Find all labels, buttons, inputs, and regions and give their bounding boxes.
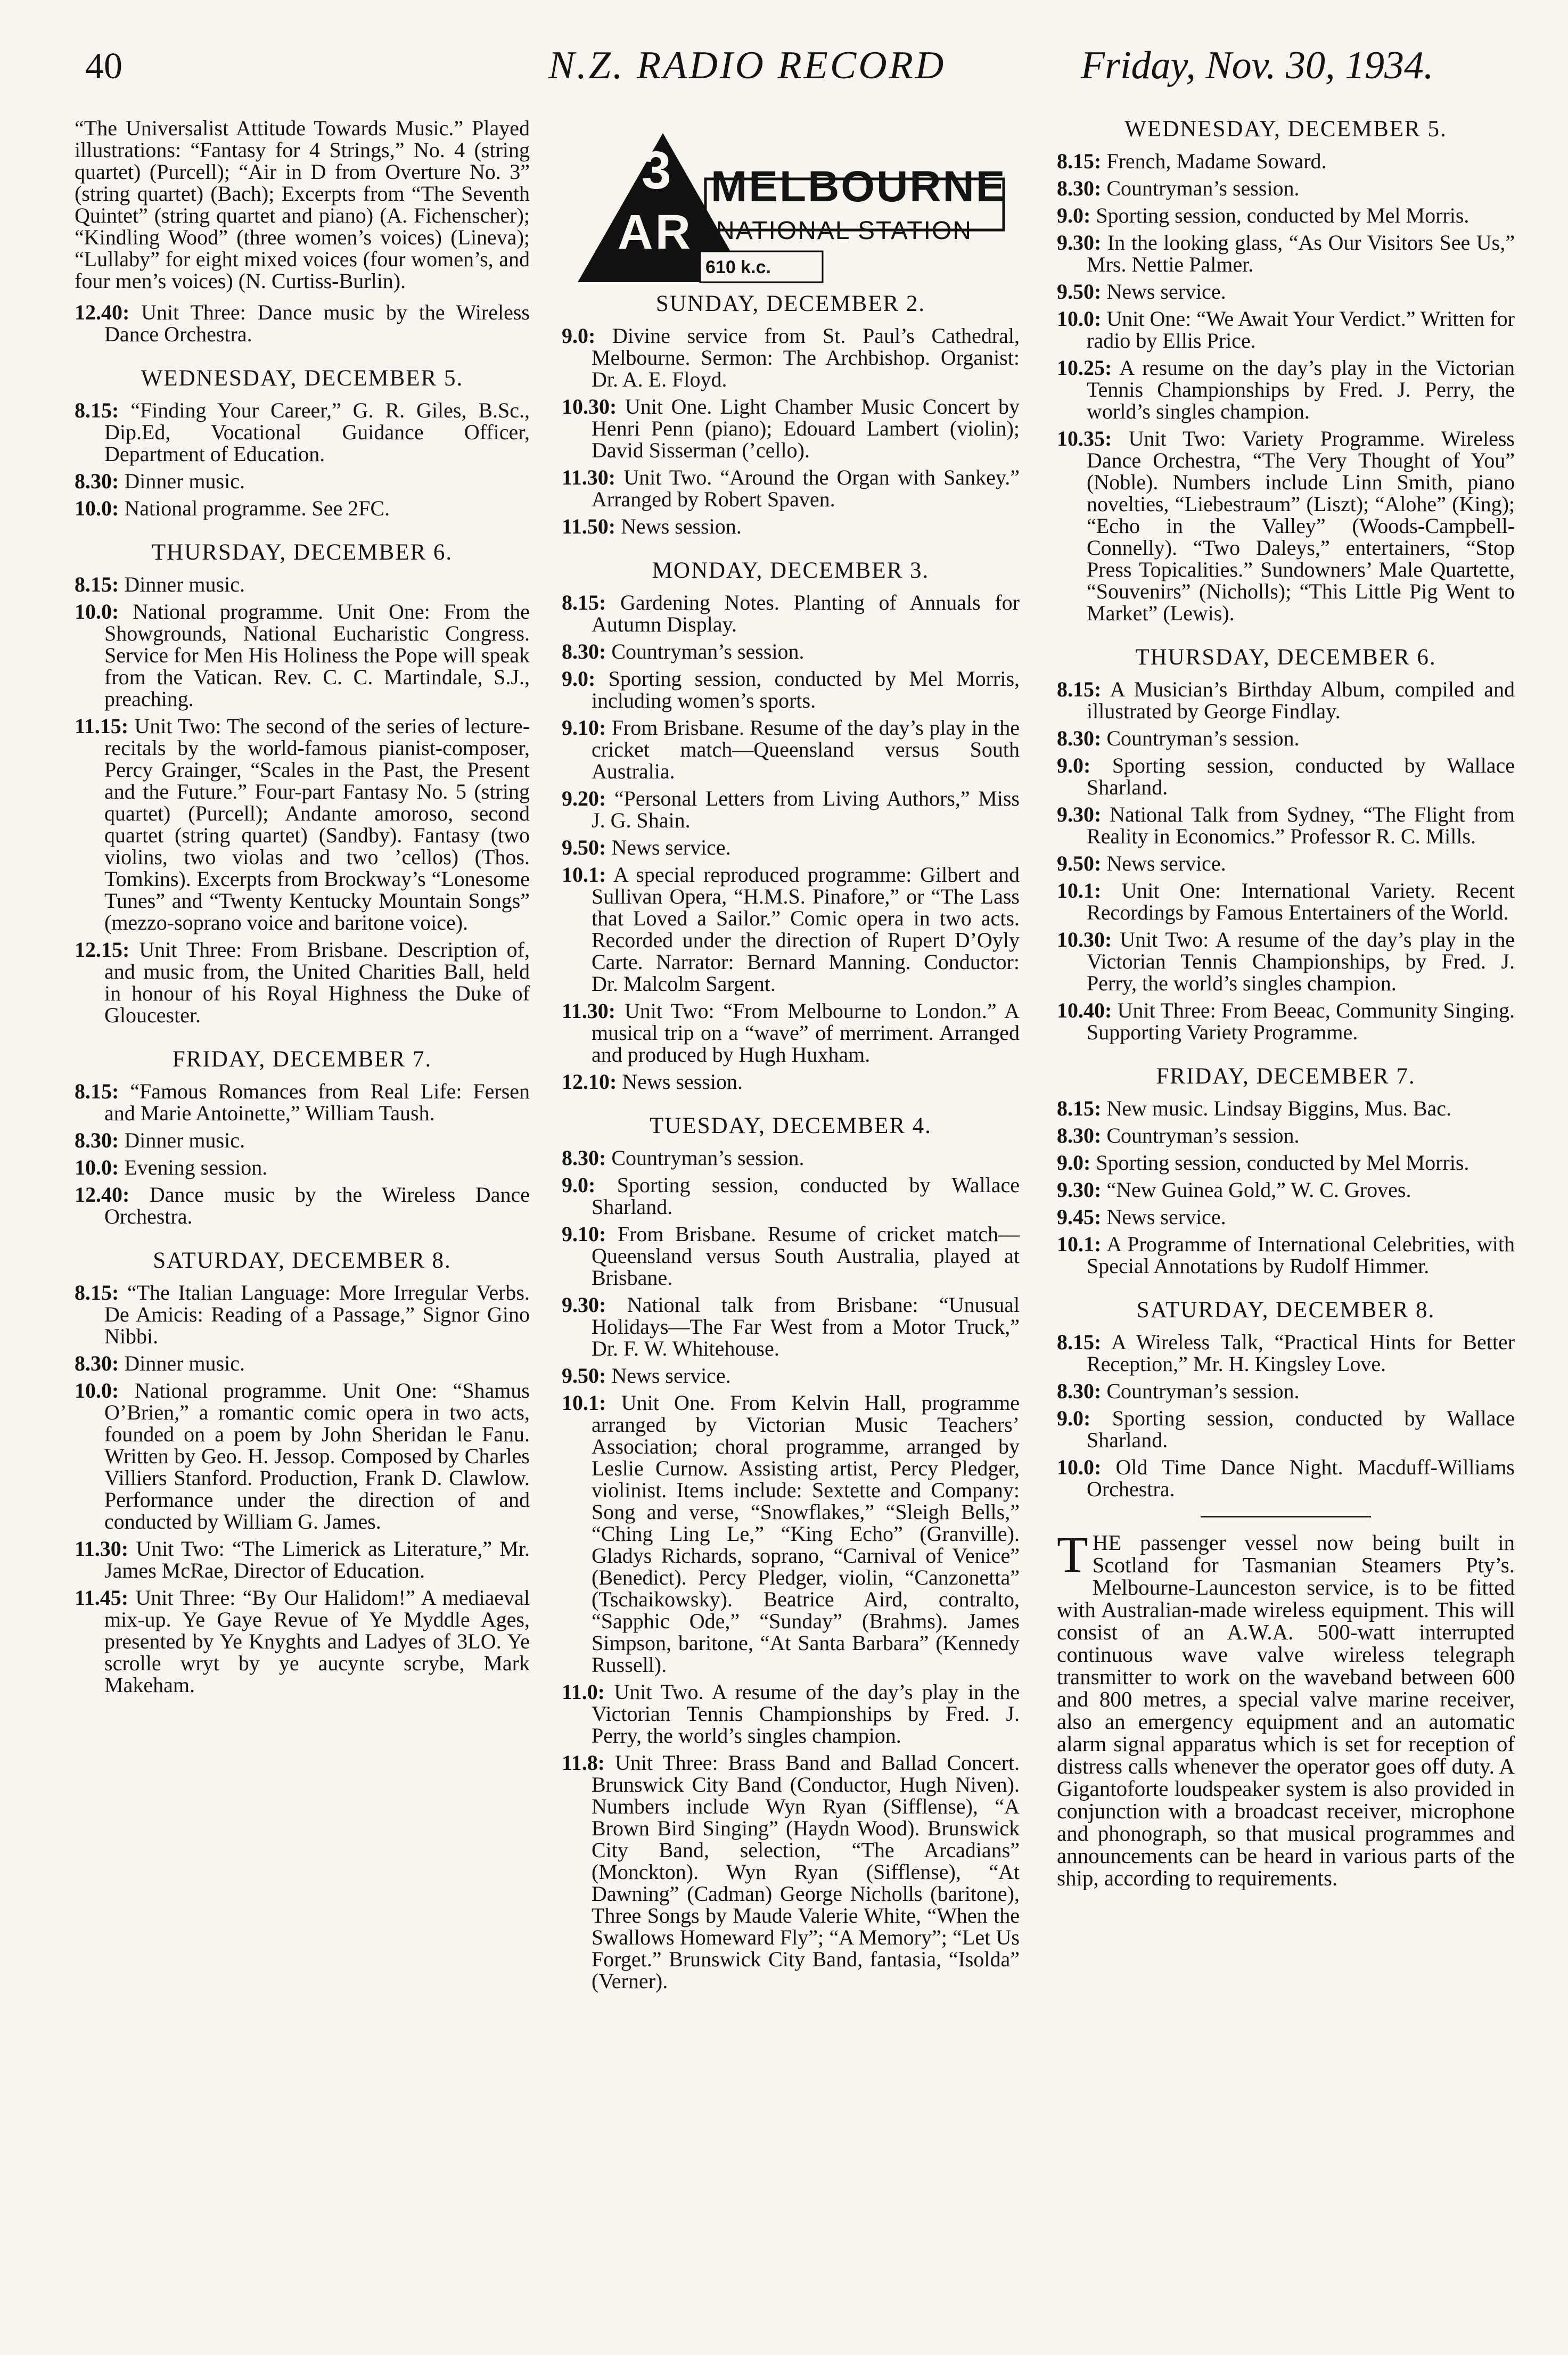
entry-text: News session.	[621, 514, 742, 538]
page-header	[0, 0, 1568, 85]
entry-text: Sporting session, conducted by Mel Morris.	[1096, 203, 1470, 227]
entry-time: 12.15:	[75, 938, 130, 962]
entry-text: Unit Three: From Beeac, Community Singing. Supporting Variety Programme.	[1087, 998, 1515, 1044]
entry-time: 9.50:	[1057, 851, 1102, 875]
day-heading: SATURDAY, DECEMBER 8.	[153, 1248, 451, 1273]
entry-text: Unit One: International Variety. Recent Recordings by Famous Entertainers of the World.	[1087, 879, 1515, 924]
entry-time: 10.1:	[562, 863, 606, 887]
schedule-entry	[1057, 1179, 1515, 1201]
entry-text: Unit Two: “The Limerick as Literature,” Mr. James McRae, Director of Education.	[104, 1537, 530, 1582]
schedule-entry	[75, 1156, 530, 1178]
schedule-entry	[1057, 1152, 1515, 1174]
entry-time: 9.30:	[1057, 802, 1102, 826]
entry-time: 9.0:	[562, 1173, 596, 1197]
entry-text: Gardening Notes. Planting of Annuals for Autumn Display.	[592, 590, 1020, 636]
entry-time: 11.30:	[562, 999, 616, 1023]
schedule-entry	[562, 1752, 1020, 1992]
schedule-entry	[75, 301, 530, 345]
entry-text: In the looking glass, “As Our Visitors See Us,” Mrs. Nettie Palmer.	[1087, 231, 1515, 276]
entry-time: 8.15:	[1057, 1330, 1102, 1354]
entry-text: Dinner music.	[124, 572, 245, 596]
schedule-entry	[75, 1380, 530, 1532]
entry-text: News session.	[622, 1070, 743, 1094]
column-3-schedule	[1057, 117, 1515, 1500]
page-number: 40	[85, 46, 122, 87]
schedule-entry	[562, 1071, 1020, 1093]
entry-time: 9.0:	[1057, 203, 1091, 227]
column-2-schedule	[562, 292, 1020, 1992]
schedule-entry	[562, 787, 1020, 831]
entry-text: National talk from Brisbane: “Unusual Holidays—The Far West from a Motor Truck,” Dr. F. W. Whitehouse.	[592, 1293, 1020, 1360]
schedule-entry	[562, 1147, 1020, 1169]
schedule-entry	[75, 1587, 530, 1696]
column-1	[75, 117, 530, 2311]
schedule-entry	[562, 668, 1020, 711]
schedule-entry	[562, 1223, 1020, 1289]
entry-time: 11.50:	[562, 514, 616, 538]
entry-time: 10.0:	[1057, 307, 1102, 331]
intro-entries	[75, 301, 530, 345]
entry-time: 8.15:	[1057, 677, 1102, 701]
entry-text: Countryman’s session.	[1106, 726, 1300, 750]
schedule-entry	[1057, 308, 1515, 351]
entry-time: 10.0:	[1057, 1455, 1102, 1479]
entry-time: 8.15:	[562, 590, 606, 614]
entry-time: 10.0:	[75, 600, 119, 623]
entry-text: “Famous Romances from Real Life: Fersen and Marie Antoinette,” William Taush.	[104, 1079, 530, 1125]
schedule-entry	[1057, 727, 1515, 749]
schedule-entry	[1057, 852, 1515, 874]
entry-text: Unit One. Light Chamber Music Concert by Henri Penn (piano); Edouard Lambert (violin); David Sisserman (’cello).	[592, 395, 1020, 462]
entry-text: French, Madame Soward.	[1106, 149, 1327, 173]
entry-text: Unit Two. A resume of the day’s play in the Victorian Tennis Championships by Fred. J. Perry, the world’s singles champion.	[592, 1680, 1020, 1747]
column-1-schedule	[75, 366, 530, 1696]
entry-text: Unit Three: “By Our Halidom!” A mediaeval mix-up. Ye Gaye Revue of Ye Myddle Ages, presented by Ye Knyghts and Ladyes of 3LO. Ye scrolle wryt by ye aucynte scrybe, Mark Makeham.	[104, 1586, 530, 1697]
entry-text: Countryman’s session.	[611, 639, 804, 663]
entry-time: 9.50:	[1057, 280, 1102, 303]
station-logo	[562, 128, 1020, 288]
logo-city: MELBOURNE	[711, 162, 1007, 211]
schedule-entry	[562, 717, 1020, 782]
entry-time: 11.0:	[562, 1680, 605, 1704]
schedule-entry	[1057, 204, 1515, 226]
entry-time: 8.30:	[1057, 726, 1102, 750]
day-heading: MONDAY, DECEMBER 3.	[652, 558, 930, 583]
entry-text: Countryman’s session.	[611, 1146, 804, 1170]
entry-time: 8.15:	[75, 1079, 119, 1103]
news-article	[1057, 1526, 1515, 1890]
schedule-entry	[75, 601, 530, 710]
entry-time: 9.0:	[1057, 1406, 1091, 1430]
entry-time: 12.40:	[75, 300, 130, 324]
entry-text: Unit Three: From Brisbane. Description of, and music from, the United Charities Ball, held in honour of his Royal Highness the Duke of Gloucester.	[104, 938, 530, 1027]
entry-text: Countryman’s session.	[1106, 1379, 1300, 1403]
entry-text: News service.	[1106, 851, 1226, 875]
schedule-entry	[1057, 754, 1515, 798]
entry-text: Unit One. From Kelvin Hall, programme arranged by Victorian Music Teachers’ Association; choral programme, arranged by Leslie Curnow. Assisting artist, Percy Pledger, violinist. Items include: Sextette and Company: Song and verse, “Snowflakes,” “Sleigh Bells,” “Ching Ling Le,” “King Echo” (Granville). Gladys Richards, soprano, “Carnival of Venice” (Benedict). Percy Pledger, violin, “Canzonetta” (Tschaikowsky). Beatrice Aird, contralto, “Sapphic Ode,” “Sunday” (Brahms). James Simpson, baritone, “At Santa Barbara” (Kennedy Russell).	[592, 1391, 1020, 1677]
day-heading: WEDNESDAY, DECEMBER 5.	[141, 366, 464, 391]
entry-time: 11.30:	[562, 465, 616, 489]
schedule-entry	[75, 1080, 530, 1124]
entry-text: From Brisbane. Resume of cricket match—Queensland versus South Australia, played at Brisbane.	[592, 1222, 1020, 1290]
entry-text: “Personal Letters from Living Authors,” Miss J. G. Shain.	[592, 786, 1020, 832]
schedule-entry	[562, 836, 1020, 858]
entry-time: 10.1:	[1057, 879, 1102, 902]
entry-text: “The Italian Language: More Irregular Verbs. De Amicis: Reading of a Passage,” Signor Gino Nibbi.	[104, 1281, 530, 1348]
entry-text: Sporting session, conducted by Wallace Sharland.	[1087, 1406, 1515, 1452]
entry-time: 8.15:	[1057, 1096, 1102, 1120]
entry-time: 10.0:	[75, 496, 119, 520]
entry-text: “New Guinea Gold,” W. C. Groves.	[1106, 1178, 1411, 1202]
entry-text: Unit Two: Variety Programme. Wireless Dance Orchestra, “The Very Thought of You” (Noble). Numbers include Linn Smith, piano novelties, “Liebestraum” (Liszt); “Alohe” (King); “Echo in the Valley” (Woods-Campbell-Connelly). “Two Daleys,” entertainers, “Stop Press Topicalities.” Sundowners’ Male Quartette, “Souvenirs” (Nicholls); “This Little Pig Went to Market” (Lewis).	[1087, 426, 1515, 625]
day-heading: TUESDAY, DECEMBER 4.	[650, 1113, 932, 1138]
entry-time: 12.10:	[562, 1070, 617, 1094]
schedule-entry	[1057, 232, 1515, 275]
schedule-entry	[562, 1174, 1020, 1218]
entry-time: 8.30:	[75, 1351, 119, 1375]
schedule-entry	[75, 399, 530, 465]
entry-time: 8.30:	[75, 469, 119, 493]
day-heading: FRIDAY, DECEMBER 7.	[1156, 1064, 1416, 1089]
entry-time: 8.30:	[1057, 1379, 1102, 1403]
schedule-entry	[562, 864, 1020, 995]
entry-text: From Brisbane. Resume of the day’s play in the cricket match—Queensland versus South Australia.	[592, 716, 1020, 783]
schedule-entry	[562, 1365, 1020, 1386]
schedule-entry	[562, 1294, 1020, 1359]
entry-text: Unit Three: Brass Band and Ballad Concert. Brunswick City Band (Conductor, Hugh Niven). Numbers include Wyn Ryan (Sifflense), “A Brown Bird Singing” (Haydn Wood). Brunswick City Band, selection, “The Arcadians” (Monckton). Wyn Ryan (Sifflense), “At Dawning” (Cadman) George Nicholls (baritone), Three Songs by Maude Valerie White, “When the Swallows Homeward Fly”; “A Memory”; “Let Us Forget.” Brunswick City Band, fantasia, “Isolda” (Verner).	[592, 1751, 1020, 1993]
entry-text: A Musician’s Birthday Album, compiled and illustrated by George Findlay.	[1087, 677, 1515, 723]
entry-time: 8.30:	[562, 1146, 606, 1170]
entry-text: National programme. Unit One: From the Showgrounds, National Eucharistic Congress. Service for Men His Holiness the Pope will speak from the Vatican. Rev. C. C. Martindale, S.J., preaching.	[104, 600, 530, 711]
entry-text: Dance music by the Wireless Dance Orchestra.	[104, 1183, 530, 1228]
schedule-entry	[1057, 281, 1515, 302]
entry-time: 9.0:	[562, 667, 596, 691]
schedule-entry	[1057, 357, 1515, 422]
schedule-entry	[1057, 1331, 1515, 1375]
entry-time: 8.30:	[562, 639, 606, 663]
entry-time: 9.30:	[562, 1293, 606, 1317]
schedule-entry	[75, 470, 530, 492]
schedule-entry	[1057, 1456, 1515, 1500]
entry-text: Unit Three: Dance music by the Wireless Dance Orchestra.	[104, 300, 530, 346]
schedule-entry	[75, 573, 530, 595]
entry-text: A Wireless Talk, “Practical Hints for Better Reception,” Mr. H. Kingsley Love.	[1087, 1330, 1515, 1376]
column-3	[1057, 117, 1515, 2311]
entry-time: 9.10:	[562, 1222, 606, 1246]
schedule-entry	[562, 1681, 1020, 1746]
day-heading: FRIDAY, DECEMBER 7.	[172, 1047, 432, 1072]
logo-frequency: 610 k.c.	[705, 257, 771, 277]
entry-time: 10.1:	[562, 1391, 606, 1415]
entry-time: 11.8:	[562, 1751, 605, 1775]
entry-time: 8.15:	[75, 398, 119, 422]
entry-time: 8.30:	[1057, 1123, 1102, 1147]
entry-text: Unit One: “We Await Your Verdict.” Written for radio by Ellis Price.	[1087, 307, 1515, 352]
entry-time: 10.25:	[1057, 356, 1112, 380]
entry-text: Sporting session, conducted by Wallace Sharland.	[592, 1173, 1020, 1219]
entry-time: 11.30:	[75, 1537, 129, 1561]
schedule-entry	[1057, 678, 1515, 722]
day-heading: THURSDAY, DECEMBER 6.	[1135, 645, 1436, 670]
entry-time: 9.30:	[1057, 1178, 1102, 1202]
schedule-entry	[75, 715, 530, 933]
entry-time: 10.1:	[1057, 1232, 1102, 1256]
entry-text: News service.	[611, 1364, 731, 1388]
schedule-entry	[1057, 1125, 1515, 1146]
entry-text: New music. Lindsay Biggins, Mus. Bac.	[1106, 1096, 1452, 1120]
schedule-entry	[75, 1282, 530, 1347]
entry-text: Unit Two: A resume of the day’s play in the Victorian Tennis Championships, by Fred. J. Perry, the world’s singles champion.	[1087, 928, 1515, 995]
entry-time: 9.20:	[562, 786, 606, 810]
entry-text: News service.	[1106, 1205, 1226, 1229]
column-2	[562, 128, 1020, 2321]
entry-text: A Programme of International Celebrities, with Special Annotations by Rudolf Himmer.	[1087, 1232, 1515, 1278]
entry-text: Evening session.	[124, 1155, 268, 1179]
schedule-entry	[1057, 1206, 1515, 1228]
schedule-entry	[1057, 803, 1515, 847]
logo-subtitle: NATIONAL STATION	[716, 217, 972, 245]
entry-time: 9.0:	[562, 324, 596, 348]
schedule-entry	[562, 466, 1020, 510]
entry-time: 10.30:	[562, 395, 617, 419]
schedule-entry	[1057, 150, 1515, 172]
entry-text: National Talk from Sydney, “The Flight from Reality in Economics.” Professor R. C. Mills.	[1087, 802, 1515, 848]
schedule-entry	[562, 592, 1020, 635]
entry-time: 8.15:	[75, 572, 119, 596]
entry-text: Unit Two: “From Melbourne to London.” A musical trip on a “wave” of merriment. Arranged and produced by Hugh Huxham.	[592, 999, 1020, 1066]
article-text: HE passenger vessel now being built in Scotland for Tasmanian Steamers Pty’s. Melbourne-Launceston service, is to be fitted with Australian-made wireless equipment. This will consist of an A.W.A. 500-watt interrupted continuous wave valve wireless telegraph transmitter to work on the waveband between 600 and 800 metres, a special valve marine receiver, also an emergency equipment and an automatic alarm signal apparatus which is set for reception of distress calls whenever the operator goes off duty. A Gigantoforte loudspeaker system is also provided in conjunction with a broadcast receiver, microphone and phonograph, so that musical programmes and announcements can be heard in various parts of the ship, according to requirements.	[1057, 1530, 1515, 1890]
schedule-entry	[562, 515, 1020, 537]
entry-time: 10.35:	[1057, 426, 1112, 450]
entry-text: Dinner music.	[124, 1351, 245, 1375]
schedule-entry	[562, 396, 1020, 461]
entry-text: Divine service from St. Paul’s Cathedral, Melbourne. Sermon: The Archbishop. Organist: Dr. A. E. Floyd.	[592, 324, 1020, 391]
article-dropcap: T	[1057, 1526, 1088, 1583]
schedule-entry	[1057, 880, 1515, 923]
entry-time: 11.45:	[75, 1586, 129, 1610]
entry-text: Countryman’s session.	[1106, 176, 1300, 200]
entry-time: 9.45:	[1057, 1205, 1102, 1229]
schedule-entry	[1057, 999, 1515, 1043]
entry-time: 8.30:	[1057, 176, 1102, 200]
entry-text: News service.	[1106, 280, 1226, 303]
entry-time: 10.0:	[75, 1378, 119, 1402]
entry-time: 9.30:	[1057, 231, 1102, 255]
schedule-entry	[75, 1184, 530, 1227]
entry-text: Sporting session, conducted by Mel Morris.	[1096, 1151, 1470, 1175]
schedule-entry	[1057, 177, 1515, 199]
entry-text: “Finding Your Career,” G. R. Giles, B.Sc., Dip.Ed, Vocational Guidance Officer, Department of Education.	[104, 398, 530, 466]
entry-text: A special reproduced programme: Gilbert and Sullivan Opera, “H.M.S. Pinafore,” or “The Lass that Loved a Sailor.” Comic opera in two acts. Recorded under the direction of Rupert D’Oyly Carte. Narrator: Bernard Manning. Conductor: Dr. Malcolm Sargent.	[592, 863, 1020, 996]
entry-text: Unit Two: The second of the series of lecture-recitals by the world-famous pianist-composer, Percy Grainger, “Scales in the Past, the Present and the Future.” Four-part Fantasy No. 5 (string quartet) (Purcell); Andante amoroso, second quartet (string quartet) (Sandby). Fantasy (two violins, two violas and two ’cellos) (Thos. Tomkins). Excerpts from Brockway’s “Lonesome Tunes” and “Twenty Kentucky Mountain Songs” (mezzo-soprano voice and baritone voice).	[104, 714, 530, 934]
entry-time: 9.10:	[562, 716, 606, 740]
schedule-entry	[75, 1538, 530, 1581]
entry-text: Countryman’s session.	[1106, 1123, 1300, 1147]
entry-time: 8.15:	[75, 1281, 119, 1304]
schedule-entry	[75, 939, 530, 1026]
entry-text: Sporting session, conducted by Wallace Sharland.	[1087, 753, 1515, 799]
schedule-entry	[1057, 1233, 1515, 1277]
entry-time: 9.50:	[562, 835, 606, 859]
entry-time: 8.30:	[75, 1128, 119, 1152]
entry-text: National programme. Unit One: “Shamus O’Brien,” a romantic comic opera in two acts, founded on a poem by John Sheridan le Fanu. Written by Geo. H. Jessop. Composed by Charles Villiers Stanford. Production, Frank D. Clawlow. Performance under the direction of and conducted by William G. James.	[104, 1378, 530, 1533]
entry-text: Unit Two. “Around the Organ with Sankey.” Arranged by Robert Spaven.	[592, 465, 1020, 511]
schedule-entry	[1057, 929, 1515, 994]
entry-time: 12.40:	[75, 1183, 130, 1207]
day-heading: WEDNESDAY, DECEMBER 5.	[1124, 117, 1447, 142]
entry-time: 10.30:	[1057, 928, 1112, 951]
logo-call-sign-3: 3	[642, 141, 671, 200]
entry-text: News service.	[611, 835, 731, 859]
schedule-entry	[1057, 428, 1515, 624]
schedule-entry	[1057, 1380, 1515, 1402]
entry-text: National programme. See 2FC.	[124, 496, 390, 520]
day-heading: SATURDAY, DECEMBER 8.	[1136, 1298, 1435, 1323]
schedule-entry	[1057, 1407, 1515, 1451]
schedule-entry	[562, 1000, 1020, 1065]
entry-time: 10.0:	[75, 1155, 119, 1179]
schedule-entry	[562, 325, 1020, 390]
publication-title: N.Z. RADIO RECORD	[548, 44, 946, 87]
day-heading: SUNDAY, DECEMBER 2.	[655, 291, 926, 316]
schedule-entry	[562, 1392, 1020, 1676]
issue-date: Friday, Nov. 30, 1934.	[1081, 44, 1434, 87]
schedule-entry	[562, 641, 1020, 662]
entry-time: 9.0:	[1057, 753, 1091, 777]
entry-time: 9.0:	[1057, 1151, 1091, 1175]
article-divider	[1201, 1516, 1371, 1517]
entry-text: Dinner music.	[124, 469, 245, 493]
entry-text: A resume on the day’s play in the Victorian Tennis Championships by Fred. J. Perry, the world’s singles champion.	[1087, 356, 1515, 423]
entry-text: Old Time Dance Night. Macduff-Williams Orchestra.	[1087, 1455, 1515, 1501]
logo-call-sign-ar: AR	[618, 205, 693, 259]
entry-text: Sporting session, conducted by Mel Morris, including women’s sports.	[592, 667, 1020, 712]
day-heading: THURSDAY, DECEMBER 6.	[151, 540, 453, 565]
schedule-entry	[75, 1129, 530, 1151]
entry-time: 8.15:	[1057, 149, 1102, 173]
intro-text: “The Universalist Attitude Towards Music.” Played illustrations: “Fantasy for 4 Strings,” No. 4 (string quartet) (Purcell); “Air in D from Overture No. 3” (string quartet) (Bach); Excerpts from “The Seventh Quintet” (string quartet and piano) (A. Fichenscher); “Kindling Wood” (three women’s voices) (Lineva); “Lullaby” for eight mixed voices (four women’s, and four men’s voices) (N. Curtiss-Burlin).	[75, 117, 530, 293]
schedule-entry	[75, 497, 530, 519]
entry-time: 10.40:	[1057, 998, 1112, 1022]
entry-time: 11.15:	[75, 714, 129, 738]
entry-time: 9.50:	[562, 1364, 606, 1388]
schedule-entry	[75, 1352, 530, 1374]
entry-text: Dinner music.	[124, 1128, 245, 1152]
schedule-entry	[1057, 1097, 1515, 1119]
